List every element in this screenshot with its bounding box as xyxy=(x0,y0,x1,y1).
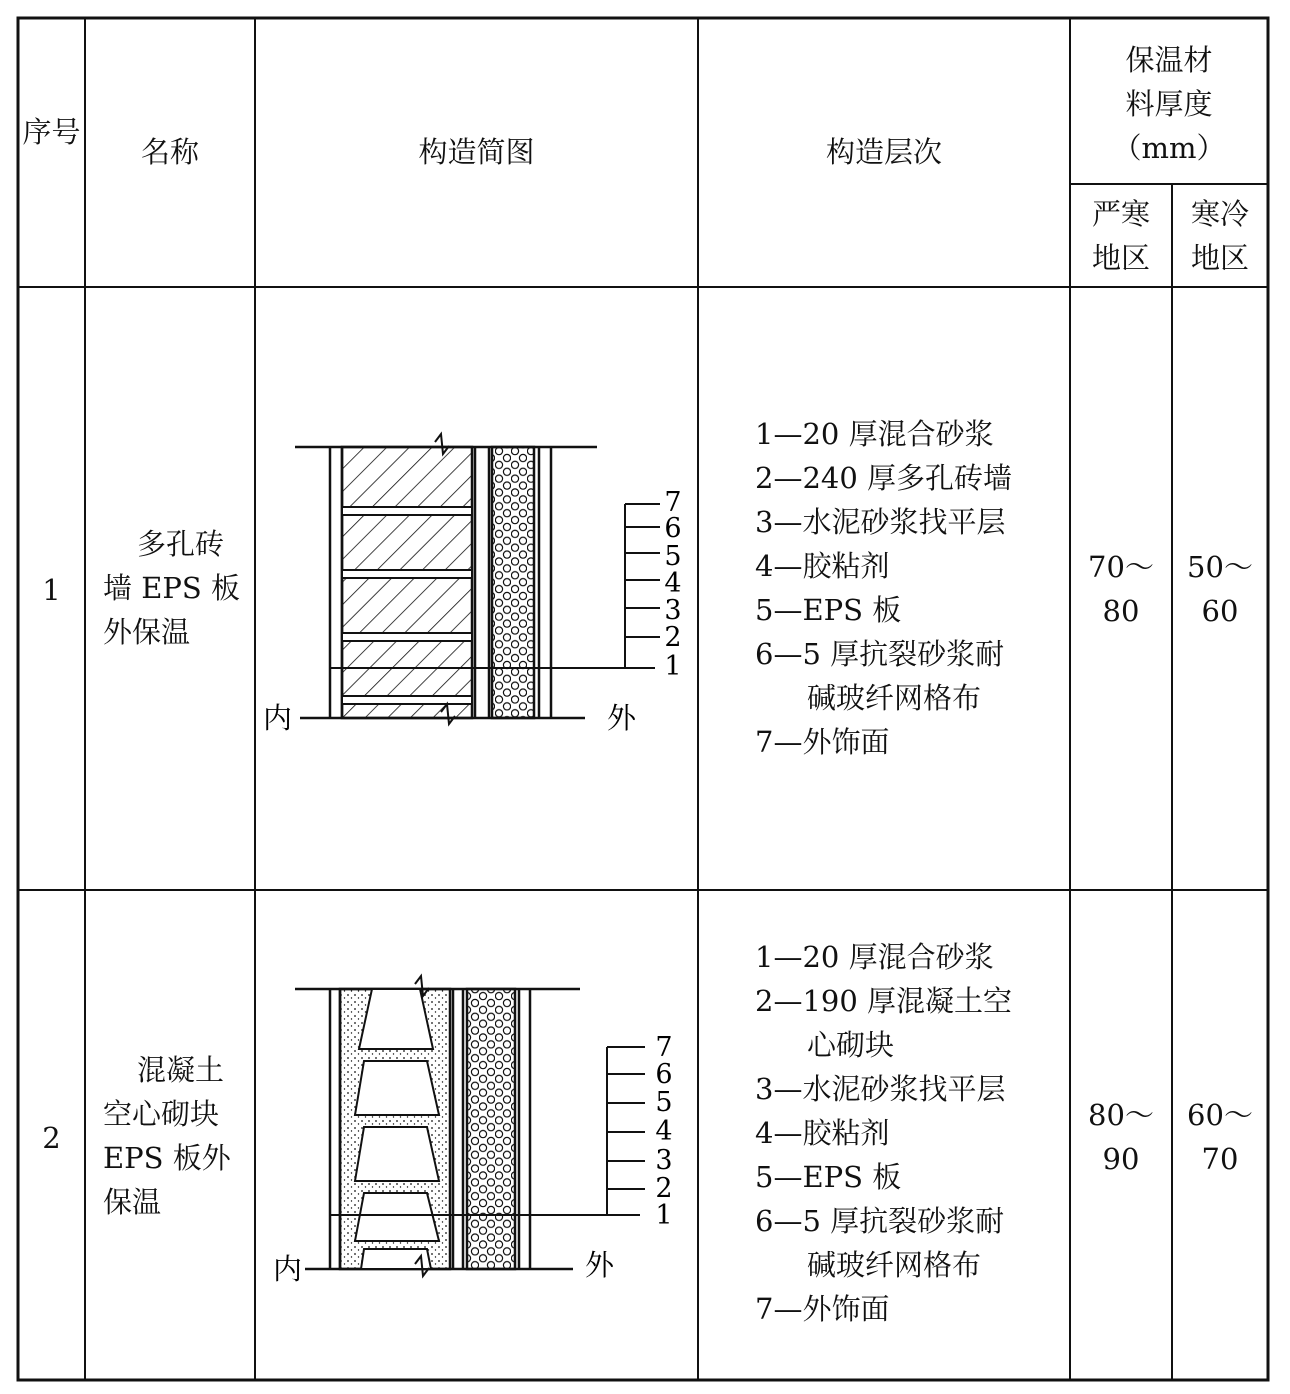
row1-layers: 1—20 厚混合砂浆 2—240 厚多孔砖墙 3—水泥砂浆找平层 4—胶粘剂 5—EPS 板 6—5 厚抗裂砂浆耐 碱玻纤网格布 7—外饰面 xyxy=(755,417,1013,759)
diagram1-label-4: 4 xyxy=(664,568,682,599)
row2-cold: 60～ 70 xyxy=(1187,1098,1253,1176)
wall-section-diagram-2 xyxy=(255,965,698,1295)
row2-severe-cold: 80～ 90 xyxy=(1088,1098,1154,1176)
diagram1-inside-label: 内 xyxy=(263,701,293,735)
diagram1-label-7: 7 xyxy=(664,487,682,518)
header-thickness: 保温材 料厚度 （mm） xyxy=(1112,43,1226,165)
diagram2-label-7: 7 xyxy=(655,1032,673,1063)
header-cold: 寒冷 地区 xyxy=(1190,197,1249,275)
diagram2-label-1: 1 xyxy=(655,1200,673,1231)
diagram2-outside-label: 外 xyxy=(585,1248,615,1282)
row2-layers: 1—20 厚混合砂浆 2—190 厚混凝土空 心砌块 3—水泥砂浆找平层 4—胶粘剂 5—EPS 板 6—5 厚抗裂砂浆耐 碱玻纤网格布 7—外饰面 xyxy=(755,940,1013,1326)
row2-seq: 2 xyxy=(42,1121,61,1155)
row1-name: 多孔砖 墙 EPS 板 外保温 xyxy=(103,527,240,649)
wall-section-diagram-1 xyxy=(255,420,698,750)
diagram1-label-5: 5 xyxy=(664,541,682,572)
diagram1-outside-label: 外 xyxy=(607,701,637,735)
header-name: 名称 xyxy=(140,135,199,169)
row1-severe-cold: 70～ 80 xyxy=(1088,550,1154,628)
row1-cold: 50～ 60 xyxy=(1187,550,1253,628)
header-severe-cold: 严寒 地区 xyxy=(1091,197,1150,275)
row1-seq: 1 xyxy=(42,573,61,607)
diagram2-label-6: 6 xyxy=(655,1059,673,1090)
diagram2-label-2: 2 xyxy=(655,1173,673,1204)
header-layers: 构造层次 xyxy=(825,135,942,169)
diagram2-inside-label: 内 xyxy=(273,1252,303,1286)
header-seq: 序号 xyxy=(22,115,81,149)
diagram2-label-5: 5 xyxy=(655,1087,673,1118)
row2-name: 混凝土 空心砌块 EPS 板外 保温 xyxy=(103,1053,231,1219)
header-diagram: 构造简图 xyxy=(418,135,535,169)
diagram1-label-3: 3 xyxy=(664,595,682,626)
diagram1-label-2: 2 xyxy=(664,622,682,653)
diagram1-label-1: 1 xyxy=(664,651,682,682)
diagram2-label-3: 3 xyxy=(655,1145,673,1176)
diagram1-label-6: 6 xyxy=(664,513,682,544)
diagram2-label-4: 4 xyxy=(655,1116,673,1147)
